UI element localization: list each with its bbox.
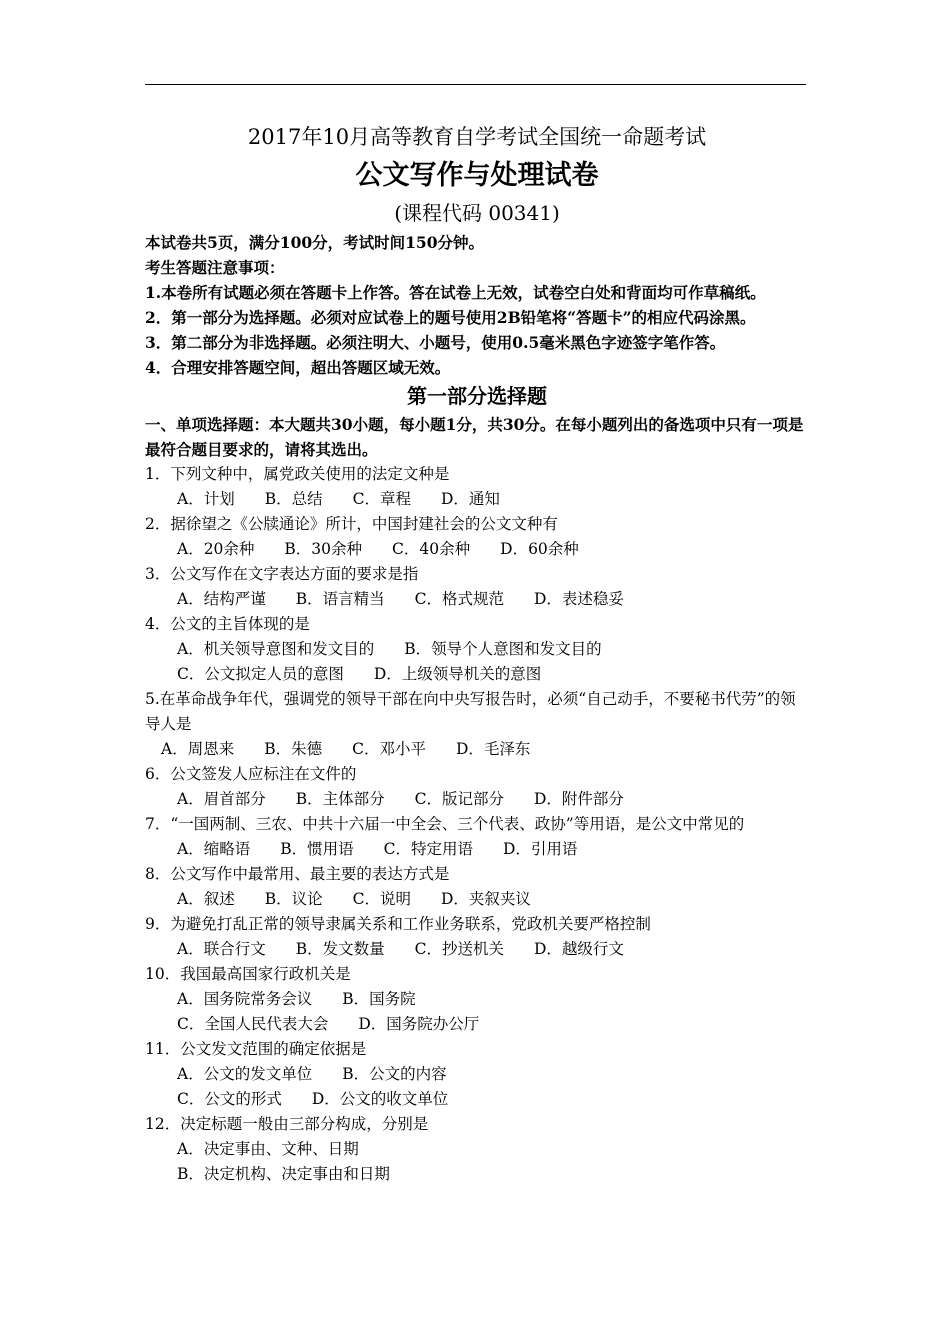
answer-option: C．抄送机关 [414, 940, 504, 958]
question-stem: 5.在革命战争年代，强调党的领导干部在向中央写报告时，必须“自己动手，不要秘书代劳”的领导人是 [145, 690, 796, 733]
option-row [145, 987, 809, 1012]
instruction-line: 3．第二部分为非选择题。必须注明大、小题号，使用0.5毫米黑色字迹签字笔作答。 [145, 333, 726, 352]
answer-option: C．邓小平 [352, 740, 426, 758]
question-stem: 1．下列文种中，属党政关使用的法定文种是 [145, 465, 450, 483]
question-stem: 8．公文写作中最常用、最主要的表达方式是 [145, 865, 450, 883]
answer-option: A．眉首部分 [177, 790, 266, 808]
option-row [145, 537, 809, 562]
instruction-line: 2．第一部分为选择题。必须对应试卷上的题号使用2B铅笔将“答题卡”的相应代码涂黑。 [145, 308, 756, 327]
answer-option: B．惯用语 [280, 840, 354, 858]
option-row [145, 737, 809, 762]
answer-option: C．公文拟定人员的意图 [177, 665, 344, 683]
answer-option: B．总结 [264, 490, 323, 508]
option-row [145, 1162, 809, 1187]
answer-option: A．决定事由、文种、日期 [177, 1140, 359, 1158]
instruction-line: 4．合理安排答题空间，超出答题区域无效。 [145, 358, 451, 377]
answer-option: B．语言精当 [295, 590, 385, 608]
question-stem: 3．公文写作在文字表达方面的要求是指 [145, 565, 419, 583]
answer-option: A．机关领导意图和发文目的 [177, 640, 375, 658]
answer-option: D．上级领导机关的意图 [373, 665, 542, 683]
section-description: 一、单项选择题：本大题共30小题，每小题1分，共30分。在每小题列出的备选项中只有一项是最符合题目要求的，请将其选出。 [145, 415, 804, 459]
answer-option: A．周恩来 [161, 740, 235, 758]
answer-option: B．议论 [264, 890, 323, 908]
option-row [145, 837, 809, 862]
option-row [145, 937, 809, 962]
answer-option: B．决定机构、决定事由和日期 [177, 1165, 390, 1183]
answer-option: C．40余种 [392, 540, 471, 558]
answer-option: D．越级行文 [533, 940, 624, 958]
answer-option: A．联合行文 [177, 940, 266, 958]
answer-option: D．公文的收文单位 [311, 1090, 449, 1108]
option-row [145, 887, 809, 912]
top-rule [145, 84, 806, 85]
option-row [145, 637, 809, 662]
answer-option: A．结构严谨 [177, 590, 266, 608]
question-stem: 11．公文发文范围的确定依据是 [145, 1040, 367, 1058]
exam-title-subject: 公文写作与处理试卷 [355, 160, 599, 191]
answer-option: B．公文的内容 [342, 1065, 447, 1083]
instruction-line: 考生答题注意事项： [145, 258, 285, 277]
answer-option: C．版记部分 [414, 790, 504, 808]
answer-option: B．30余种 [284, 540, 363, 558]
question-stem: 4．公文的主旨体现的是 [145, 615, 310, 633]
answer-option: D．引用语 [502, 840, 578, 858]
answer-option: B．发文数量 [295, 940, 385, 958]
answer-option: C．公文的形式 [177, 1090, 282, 1108]
question-stem: 6．公文签发人应标注在文件的 [145, 765, 357, 783]
section-title: 第一部分选择题 [407, 384, 547, 408]
answer-option: C．格式规范 [414, 590, 504, 608]
question-stem: 2．据徐望之《公牍通论》所计，中国封建社会的公文文种有 [145, 515, 558, 533]
answer-option: D．60余种 [500, 540, 579, 558]
answer-option: A．计划 [177, 490, 235, 508]
answer-option: D．通知 [440, 490, 500, 508]
question-stem: 9．为避免打乱正常的领导隶属关系和工作业务联系，党政机关要严格控制 [145, 915, 651, 933]
option-row [145, 1062, 809, 1087]
exam-instructions [145, 230, 809, 380]
option-row [145, 787, 809, 812]
exam-title-line1: 2017年10月高等教育自学考试全国统一命题考试 [247, 125, 707, 149]
answer-option: D．表述稳妥 [533, 590, 624, 608]
question-stem: 10．我国最高国家行政机关是 [145, 965, 351, 983]
question-list [145, 462, 809, 1187]
answer-option: B．朱德 [264, 740, 323, 758]
instruction-line: 本试卷共5页，满分100分，考试时间150分钟。 [145, 233, 484, 252]
answer-option: A．叙述 [177, 890, 235, 908]
answer-option: A．20余种 [177, 540, 255, 558]
answer-option: C．说明 [352, 890, 411, 908]
answer-option: B．领导个人意图和发文目的 [404, 640, 602, 658]
answer-option: B．国务院 [342, 990, 416, 1008]
exam-page [145, 118, 809, 1187]
exam-course-code: (课程代码 00341) [394, 201, 560, 225]
option-row [145, 587, 809, 612]
option-row [145, 1087, 809, 1112]
answer-option: B．主体部分 [295, 790, 385, 808]
option-row [145, 1012, 809, 1037]
option-row [145, 1137, 809, 1162]
option-row [145, 487, 809, 512]
question-stem: 12．决定标题一般由三部分构成，分别是 [145, 1115, 429, 1133]
answer-option: A．国务院常务会议 [177, 990, 313, 1008]
answer-option: D．国务院办公厅 [358, 1015, 480, 1033]
answer-option: C．章程 [352, 490, 411, 508]
instruction-line: 1.本卷所有试题必须在答题卡上作答。答在试卷上无效，试卷空白处和背面均可作草稿纸。 [145, 283, 766, 302]
answer-option: D．附件部分 [533, 790, 624, 808]
answer-option: A．缩略语 [177, 840, 251, 858]
question-stem: 7．“一国两制、三农、中共十六届一中全会、三个代表、政协”等用语，是公文中常见的 [145, 815, 745, 833]
answer-option: A．公文的发文单位 [177, 1065, 313, 1083]
answer-option: D．毛泽东 [455, 740, 531, 758]
answer-option: C．全国人民代表大会 [177, 1015, 329, 1033]
answer-option: D．夹叙夹议 [440, 890, 531, 908]
option-row [145, 662, 809, 687]
answer-option: C．特定用语 [383, 840, 473, 858]
